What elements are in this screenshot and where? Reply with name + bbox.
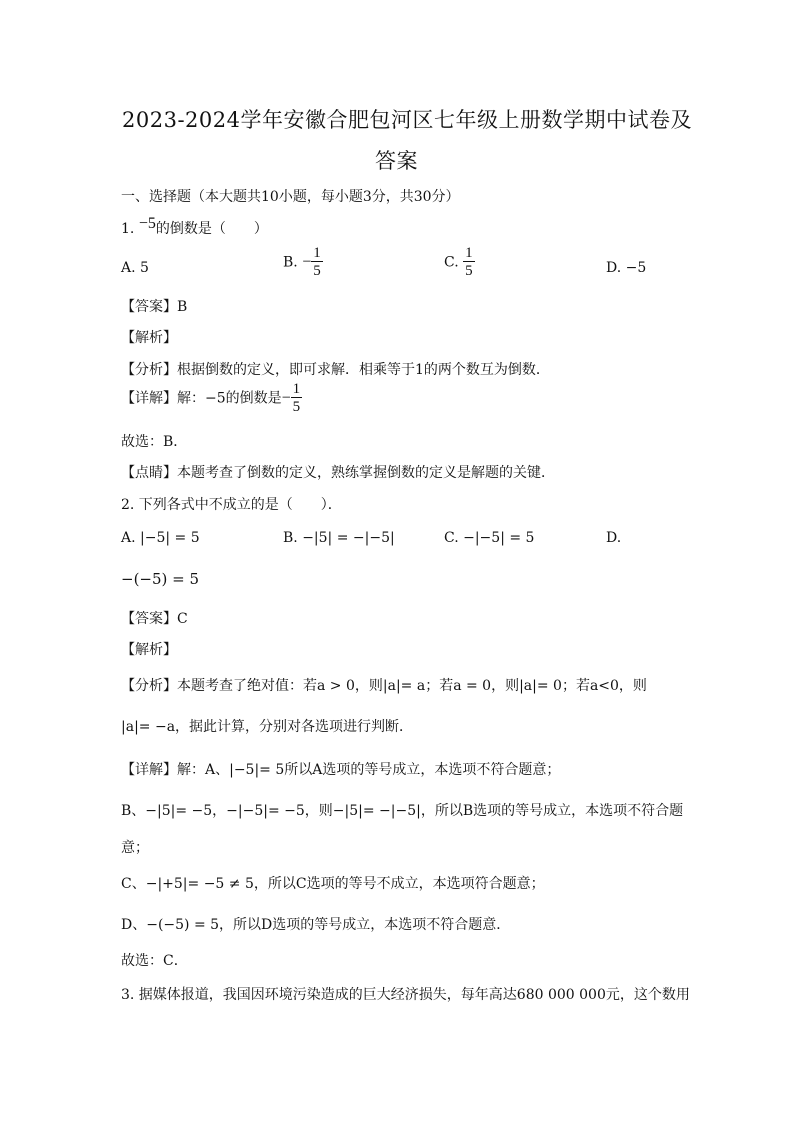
- q1-xiangjie-sign: −: [281, 389, 291, 407]
- q1-xiangjie: [121, 382, 302, 415]
- q1-option-b-fraction: [311, 246, 323, 279]
- q1-option-c-fraction: [463, 246, 475, 279]
- section-heading: 一、选择题（本大题共10小题，每小题3分，共30分）: [121, 189, 460, 205]
- q2-fenxi-line2: |a|= −a，据此计算，分别对各选项进行判断．: [121, 719, 414, 735]
- q2-xiangjie-d: D、−(−5) = 5，所以D选项的等号成立，本选项不符合题意．: [121, 917, 511, 933]
- q2-xiangjie-b-line1: B、−|5|= −5，−|−5|= −5，则−|5|= −|−5|，所以B选项的等号成立，本选项不符合题: [121, 803, 684, 819]
- q2-option-a: A. |−5| = 5: [121, 530, 200, 546]
- fraction-numerator: 1: [313, 245, 321, 261]
- q2-xiangjie-b-line2: 意；: [121, 840, 149, 856]
- q1-option-c-label: C.: [444, 254, 459, 271]
- q1-option-c: [444, 246, 475, 279]
- q1-analysis-label: 【解析】: [121, 330, 177, 346]
- q2-option-d-label: D.: [606, 530, 622, 546]
- page-title-line2: 答案: [375, 149, 418, 173]
- q1-expression: −5: [138, 215, 156, 232]
- q1-fenxi: 【分析】根据倒数的定义，即可求解．相乘等于1的两个数互为倒数．: [121, 362, 550, 378]
- q2-answer: 【答案】C: [121, 611, 188, 627]
- q2-analysis-label: 【解析】: [121, 642, 177, 658]
- q2-xiangjie-c: C、−|+5|= −5 ≠ 5，所以C选项的等号不成立，本选项符合题意；: [121, 876, 545, 892]
- q1-number: 1.: [121, 221, 135, 237]
- fraction-numerator: 1: [465, 245, 473, 261]
- q2-option-d-expression: −(−5) = 5: [121, 570, 200, 588]
- q2-option-b: B. −|5| = −|−5|: [283, 530, 395, 546]
- q1-guxuan: 故选：B．: [121, 434, 188, 450]
- q2-stem: 2. 下列各式中不成立的是（ ）．: [121, 497, 342, 513]
- q1-option-d: D. −5: [606, 260, 647, 276]
- q1-stem-text: 的倒数是（ ）: [155, 221, 268, 237]
- fraction-denominator: 5: [465, 263, 473, 279]
- q2-fenxi-line1: 【分析】本题考查了绝对值：若a > 0，则|a|= a；若a = 0，则|a|= 0；若a<0，则: [121, 678, 647, 694]
- q1-stem: [121, 215, 268, 238]
- q1-option-b: [283, 246, 323, 279]
- fraction-denominator: 5: [313, 263, 321, 279]
- q3-stem: 3. 据媒体报道，我国因环境污染造成的巨大经济损失，每年高达680 000 000元，这个数用: [121, 987, 690, 1003]
- q2-guxuan: 故选：C．: [121, 953, 188, 969]
- fraction-denominator: 5: [292, 399, 301, 415]
- q2-option-c: C. −|−5| = 5: [444, 530, 535, 546]
- fraction-numerator: 1: [292, 381, 301, 397]
- q1-dianjing: 【点睛】本题考查了倒数的定义，熟练掌握倒数的定义是解题的关键．: [121, 465, 555, 481]
- q1-option-a: A. 5: [121, 260, 149, 276]
- q2-xiangjie-a: 【详解】解：A、|−5|= 5所以A选项的等号成立，本选项不符合题意；: [121, 762, 561, 778]
- q1-option-b-sign: −: [302, 253, 312, 271]
- q1-xiangjie-fraction: [291, 382, 303, 415]
- q1-xiangjie-text: 【详解】解：−5的倒数是: [121, 390, 282, 407]
- q1-answer: 【答案】B: [121, 299, 188, 315]
- page-title-line1: 2023-2024学年安徽合肥包河区七年级上册数学期中试卷及: [122, 108, 692, 132]
- q1-option-b-label: B.: [283, 254, 298, 271]
